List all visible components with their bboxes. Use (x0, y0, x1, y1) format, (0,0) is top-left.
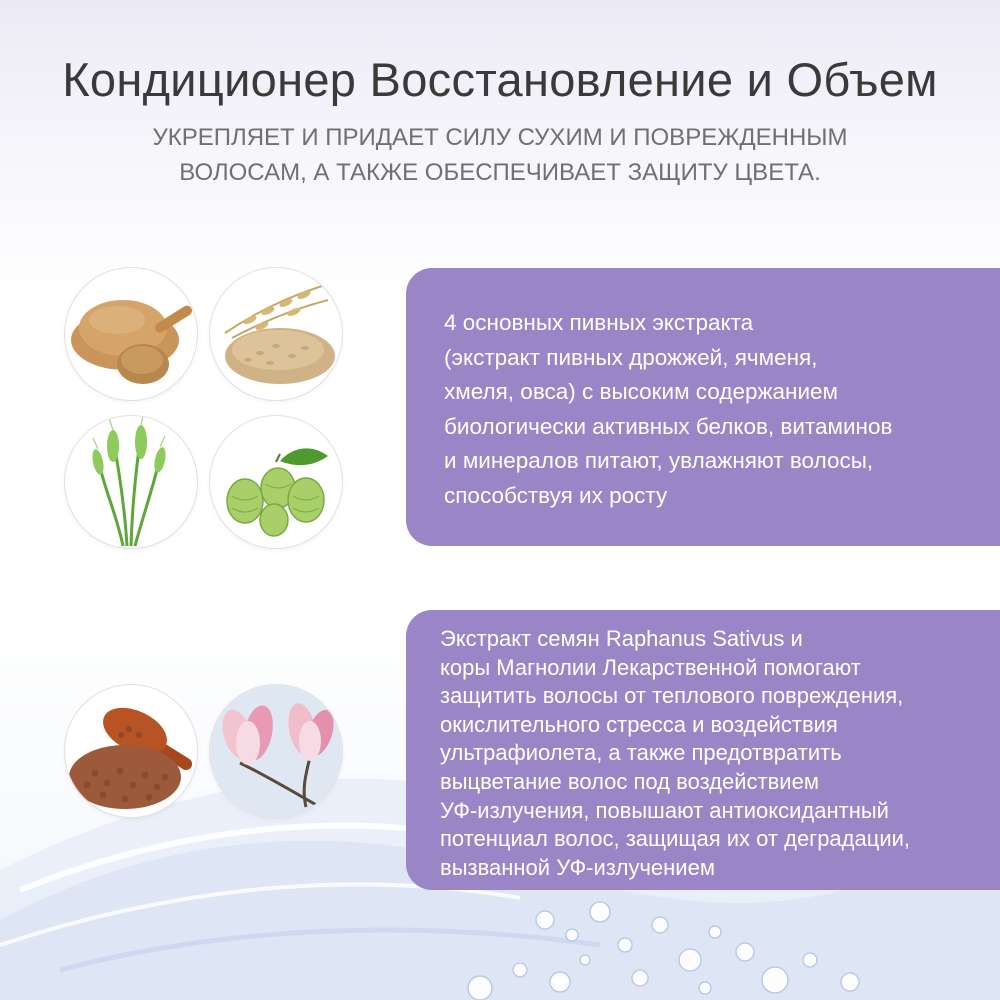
card-text-line: выцветание волос под воздействием (440, 768, 819, 794)
barley-sprout-icon (65, 416, 197, 548)
yeast-powder-icon (65, 268, 197, 400)
page-subtitle (0, 120, 1000, 190)
card-text-line: окислительного стресса и воздействия (440, 711, 838, 737)
card-text-line: коры Магнолии Лекарственной помогают (440, 654, 861, 680)
page-title: Кондиционер Восстановление и Объем (62, 53, 938, 106)
ingredient-card-radish-magnolia (406, 610, 1000, 890)
card-text-line: Экстракт семян Raphanus Sativus и (440, 626, 803, 651)
radish-seeds-icon (65, 685, 197, 817)
card-text-line: и минералов питают, увлажняют волосы, (444, 448, 874, 473)
barley-sprout-image (65, 416, 197, 548)
card-text-line: (экстракт пивных дрожжей, ячменя, (444, 344, 818, 370)
card-text-line: способствуя их росту (444, 482, 668, 508)
card-text-line: хмеля, овса) с высоким содержанием (444, 379, 839, 404)
card-text-line: 4 основных пивных экстракта (444, 310, 754, 335)
card-text-line: потенциал волос, защищая их от деградации, (440, 826, 911, 852)
ingredient-card-beer-extracts (406, 268, 1000, 546)
oat-grains-image (210, 268, 342, 400)
hop-cones-icon (210, 416, 342, 548)
subtitle-line: УКРЕПЛЯЕТ И ПРИДАЕТ СИЛУ СУХИМ И ПОВРЕЖДЕННЫМ (152, 124, 848, 151)
oat-grains-icon (210, 268, 342, 400)
card-text-line: защитить волосы от теплового повреждения, (440, 683, 904, 709)
magnolia-flower-icon (210, 685, 342, 817)
card-text-line: вызванной УФ-излучением (440, 854, 715, 880)
card-text-line: ультрафиолета, а также предотвратить (440, 740, 842, 766)
yeast-powder-image (65, 268, 197, 400)
card-text-line: биологически активных белков, витаминов (444, 413, 893, 439)
radish-seeds-image (65, 685, 197, 817)
subtitle-line: ВОЛОСАМ, А ТАКЖЕ ОБЕСПЕЧИВАЕТ ЗАЩИТУ ЦВЕТА. (179, 159, 821, 186)
magnolia-flower-image (210, 685, 342, 817)
card-text-line: УФ-излучения, повышают антиоксидантный (440, 797, 889, 823)
hop-cones-image (210, 416, 342, 548)
